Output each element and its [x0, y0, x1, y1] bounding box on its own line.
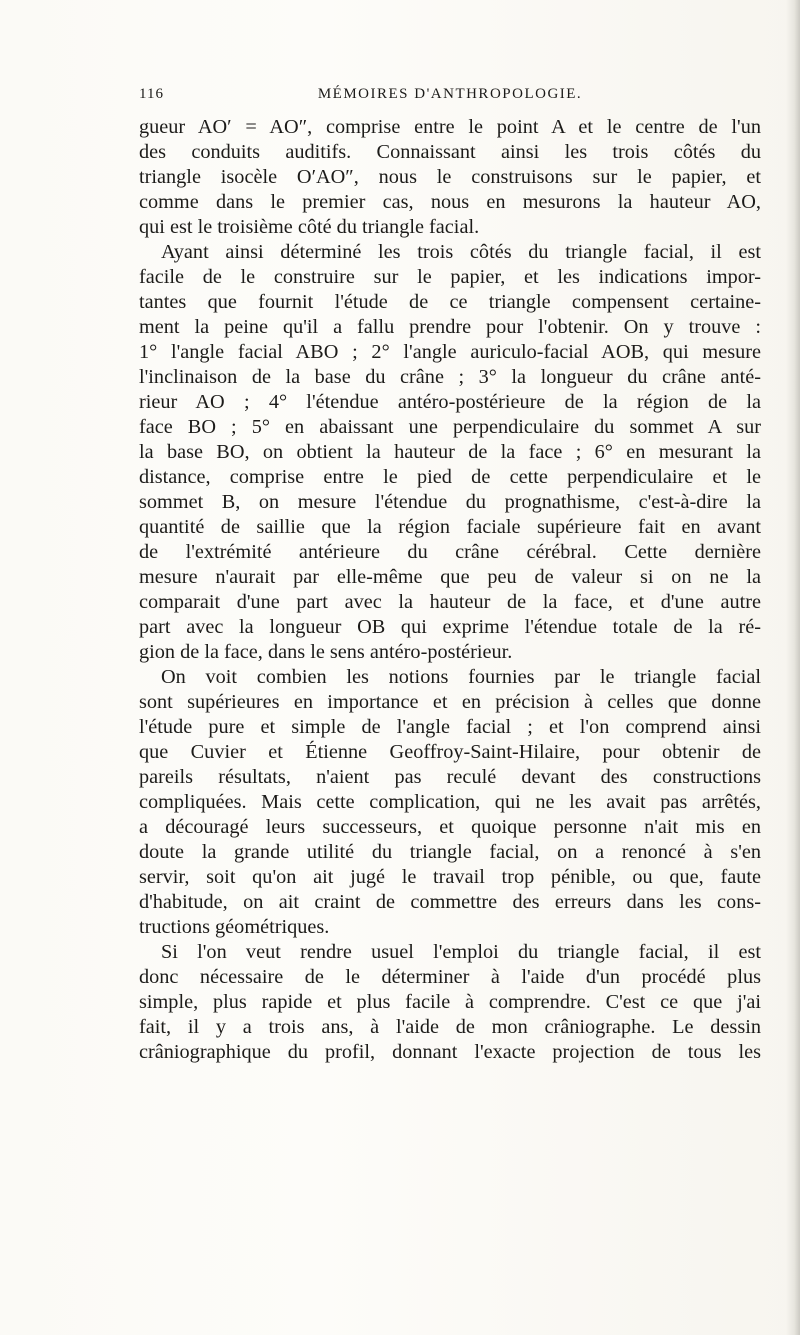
text-line: tructions géométriques.: [139, 916, 330, 938]
text-line: compliquées. Mais cette complication, qui ne les avait pas arrêtés,: [139, 791, 761, 813]
text-line: l'inclinaison de la base du crâne ; 3° la longueur du crâne anté-: [139, 366, 761, 388]
text-line: On voit combien les notions fournies par le triangle facial: [161, 666, 761, 688]
text-line: que Cuvier et Étienne Geoffroy-Saint-Hilaire, pour obtenir de: [139, 741, 761, 763]
text-line: distance, comprise entre le pied de cette perpendiculaire et le: [139, 466, 761, 488]
text-line: rieur AO ; 4° l'étendue antéro-postérieure de la région de la: [139, 391, 761, 413]
text-line: pareils résultats, n'aient pas reculé devant des constructions: [139, 766, 761, 788]
text-line: l'étude pure et simple de l'angle facial ; et l'on comprend ainsi: [139, 716, 761, 738]
text-line: doute la grande utilité du triangle facial, on a renoncé à s'en: [139, 841, 761, 863]
text-line: crâniographique du profil, donnant l'exacte projection de tous les: [139, 1041, 761, 1063]
text-line: 1° l'angle facial ABO ; 2° l'angle auriculo-facial AOB, qui mesure: [139, 341, 761, 363]
body-text: [139, 115, 761, 1065]
page-number: 116: [139, 86, 164, 102]
text-line: la base BO, on obtient la hauteur de la face ; 6° en mesurant la: [139, 441, 761, 463]
text-line: face BO ; 5° en abaissant une perpendiculaire du sommet A sur: [139, 416, 761, 438]
text-line: a découragé leurs successeurs, et quoique personne n'ait mis en: [139, 816, 761, 838]
text-line: sommet B, on mesure l'étendue du prognathisme, c'est-à-dire la: [139, 491, 761, 513]
text-line: tantes que fournit l'étude de ce triangle compensent certaine-: [139, 291, 761, 313]
text-line: qui est le troisième côté du triangle facial.: [139, 216, 480, 238]
text-line: donc nécessaire de le déterminer à l'aide d'un procédé plus: [139, 966, 761, 988]
text-line: part avec la longueur OB qui exprime l'étendue totale de la ré-: [139, 616, 761, 638]
text-line: gion de la face, dans le sens antéro-postérieur.: [139, 641, 513, 663]
text-line: de l'extrémité antérieure du crâne cérébral. Cette dernière: [139, 541, 761, 563]
text-line: simple, plus rapide et plus facile à comprendre. C'est ce que j'ai: [139, 991, 761, 1013]
running-title: MÉMOIRES D'ANTHROPOLOGIE.: [317, 86, 583, 102]
text-line: ment la peine qu'il a fallu prendre pour l'obtenir. On y trouve :: [139, 316, 761, 338]
text-line: des conduits auditifs. Connaissant ainsi les trois côtés du: [139, 141, 761, 163]
text-line: comparait d'une part avec la hauteur de la face, et d'une autre: [139, 591, 761, 613]
text-line: Si l'on veut rendre usuel l'emploi du triangle facial, il est: [161, 941, 761, 963]
text-line: d'habitude, on ait craint de commettre des erreurs dans les cons-: [139, 891, 761, 913]
text-line: quantité de saillie que la région faciale supérieure fait en avant: [139, 516, 761, 538]
text-line: triangle isocèle O′AO″, nous le construisons sur le papier, et: [139, 166, 761, 188]
text-line: gueur AO′ = AO″, comprise entre le point A et le centre de l'un: [139, 116, 761, 138]
text-line: comme dans le premier cas, nous en mesurons la hauteur AO,: [139, 191, 761, 213]
page-header: [139, 86, 761, 110]
text-line: servir, soit qu'on ait jugé le travail trop pénible, ou que, faute: [139, 866, 761, 888]
text-line: facile de le construire sur le papier, et les indications impor-: [139, 266, 761, 288]
text-line: mesure n'aurait par elle-même que peu de valeur si on ne la: [139, 566, 761, 588]
text-line: Ayant ainsi déterminé les trois côtés du triangle facial, il est: [161, 241, 761, 263]
text-line: fait, il y a trois ans, à l'aide de mon crâniographe. Le dessin: [139, 1016, 761, 1038]
page-edge-shadow: [786, 0, 800, 1335]
text-line: sont supérieures en importance et en précision à celles que donne: [139, 691, 761, 713]
